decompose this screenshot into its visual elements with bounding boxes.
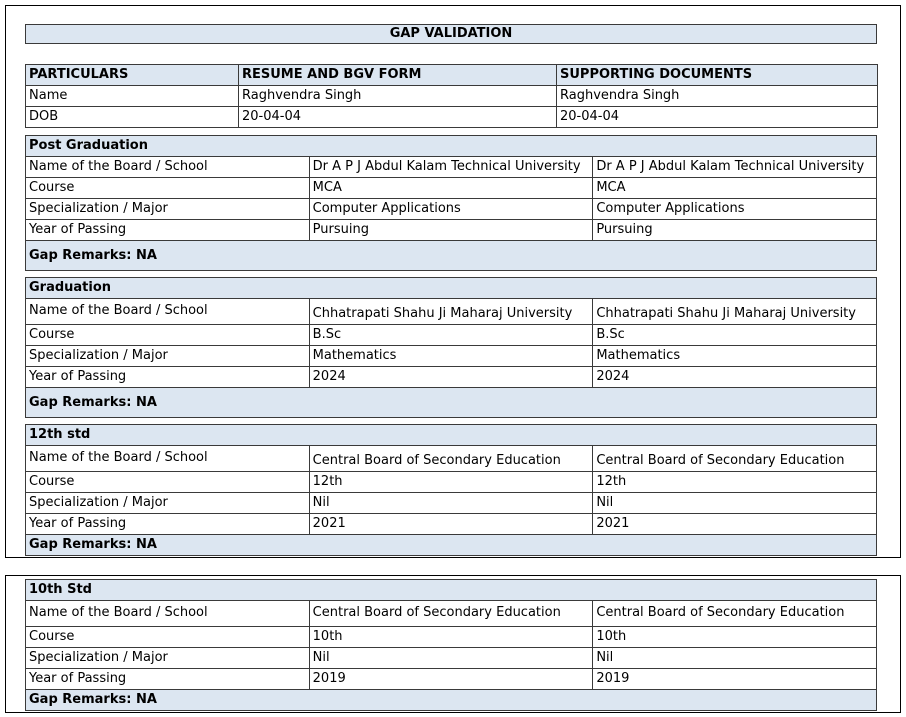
resume-value: 10th: [309, 627, 593, 648]
row-label: Course: [26, 325, 310, 346]
resume-value: B.Sc: [309, 325, 593, 346]
docs-value: Central Board of Secondary Education: [593, 601, 877, 627]
docs-value: Nil: [593, 648, 877, 669]
table-row: [26, 367, 877, 388]
resume-value: Nil: [309, 493, 593, 514]
gap-remarks-row: [26, 388, 877, 418]
table-row: [26, 669, 877, 690]
gap-remarks: Gap Remarks: NA: [26, 690, 877, 711]
table-row: [26, 446, 877, 472]
row-label: Specialization / Major: [26, 199, 310, 220]
table-row: [26, 346, 877, 367]
section-title: Post Graduation: [26, 136, 877, 157]
gap-remarks-row: [26, 690, 877, 711]
table-row: [26, 178, 877, 199]
section-title: 12th std: [26, 425, 877, 446]
section-title-row: [26, 425, 877, 446]
table-row: [26, 514, 877, 535]
row-label: Year of Passing: [26, 514, 310, 535]
table-row: [26, 601, 877, 627]
gap-remarks: Gap Remarks: NA: [26, 241, 877, 271]
row-label: Year of Passing: [26, 367, 310, 388]
section-12th-std: [25, 424, 877, 556]
table-row: [26, 648, 877, 669]
resume-value: 2024: [309, 367, 593, 388]
table-row: [26, 472, 877, 493]
table-row: [26, 107, 878, 128]
section-graduation: [25, 277, 877, 418]
personal-table: [25, 64, 878, 128]
docs-value: 2024: [593, 367, 877, 388]
docs-value: 2021: [593, 514, 877, 535]
resume-value: 2021: [309, 514, 593, 535]
docs-value: Central Board of Secondary Education: [593, 446, 877, 472]
resume-value: Central Board of Secondary Education: [309, 601, 593, 627]
docs-value: Pursuing: [593, 220, 877, 241]
resume-value: Raghvendra Singh: [239, 86, 557, 107]
resume-value: 20-04-04: [239, 107, 557, 128]
table-row: [26, 220, 877, 241]
section-post-graduation: [25, 135, 877, 271]
row-label: Specialization / Major: [26, 346, 310, 367]
row-label: Name of the Board / School: [26, 157, 310, 178]
resume-value: 2019: [309, 669, 593, 690]
row-label: Specialization / Major: [26, 493, 310, 514]
row-label: Course: [26, 627, 310, 648]
row-label: Course: [26, 178, 310, 199]
row-label: Year of Passing: [26, 669, 310, 690]
table-row: [26, 325, 877, 346]
docs-value: Dr A P J Abdul Kalam Technical University: [593, 157, 877, 178]
header-resume: RESUME AND BGV FORM: [239, 65, 557, 86]
resume-value: Nil: [309, 648, 593, 669]
row-label: Year of Passing: [26, 220, 310, 241]
resume-value: MCA: [309, 178, 593, 199]
header-particulars: PARTICULARS: [26, 65, 239, 86]
resume-value: Mathematics: [309, 346, 593, 367]
row-label: Course: [26, 472, 310, 493]
page-title: GAP VALIDATION: [25, 24, 877, 44]
row-label: Name of the Board / School: [26, 601, 310, 627]
docs-value: 2019: [593, 669, 877, 690]
docs-value: 20-04-04: [557, 107, 878, 128]
resume-value: Pursuing: [309, 220, 593, 241]
section-title-row: [26, 136, 877, 157]
gap-remarks-row: [26, 535, 877, 556]
table-row: [26, 299, 877, 325]
section-title: 10th Std: [26, 580, 877, 601]
table-row: [26, 627, 877, 648]
resume-value: Chhatrapati Shahu Ji Maharaj University: [309, 299, 593, 325]
row-label: Specialization / Major: [26, 648, 310, 669]
docs-value: Computer Applications: [593, 199, 877, 220]
row-label: Name of the Board / School: [26, 446, 310, 472]
section-10th-std: [25, 579, 877, 711]
docs-value: B.Sc: [593, 325, 877, 346]
section-title-row: [26, 278, 877, 299]
gap-remarks-row: [26, 241, 877, 271]
resume-value: 12th: [309, 472, 593, 493]
row-label: DOB: [26, 107, 239, 128]
header-row: [26, 65, 878, 86]
docs-value: MCA: [593, 178, 877, 199]
row-label: Name of the Board / School: [26, 299, 310, 325]
docs-value: Raghvendra Singh: [557, 86, 878, 107]
section-title: Graduation: [26, 278, 877, 299]
docs-value: 10th: [593, 627, 877, 648]
resume-value: Computer Applications: [309, 199, 593, 220]
resume-value: Central Board of Secondary Education: [309, 446, 593, 472]
table-row: [26, 157, 877, 178]
docs-value: 12th: [593, 472, 877, 493]
row-label: Name: [26, 86, 239, 107]
docs-value: Mathematics: [593, 346, 877, 367]
gap-remarks: Gap Remarks: NA: [26, 388, 877, 418]
table-row: [26, 199, 877, 220]
section-title-row: [26, 580, 877, 601]
table-row: [26, 493, 877, 514]
docs-value: Chhatrapati Shahu Ji Maharaj University: [593, 299, 877, 325]
header-supporting-docs: SUPPORTING DOCUMENTS: [557, 65, 878, 86]
resume-value: Dr A P J Abdul Kalam Technical University: [309, 157, 593, 178]
gap-remarks: Gap Remarks: NA: [26, 535, 877, 556]
table-row: [26, 86, 878, 107]
docs-value: Nil: [593, 493, 877, 514]
